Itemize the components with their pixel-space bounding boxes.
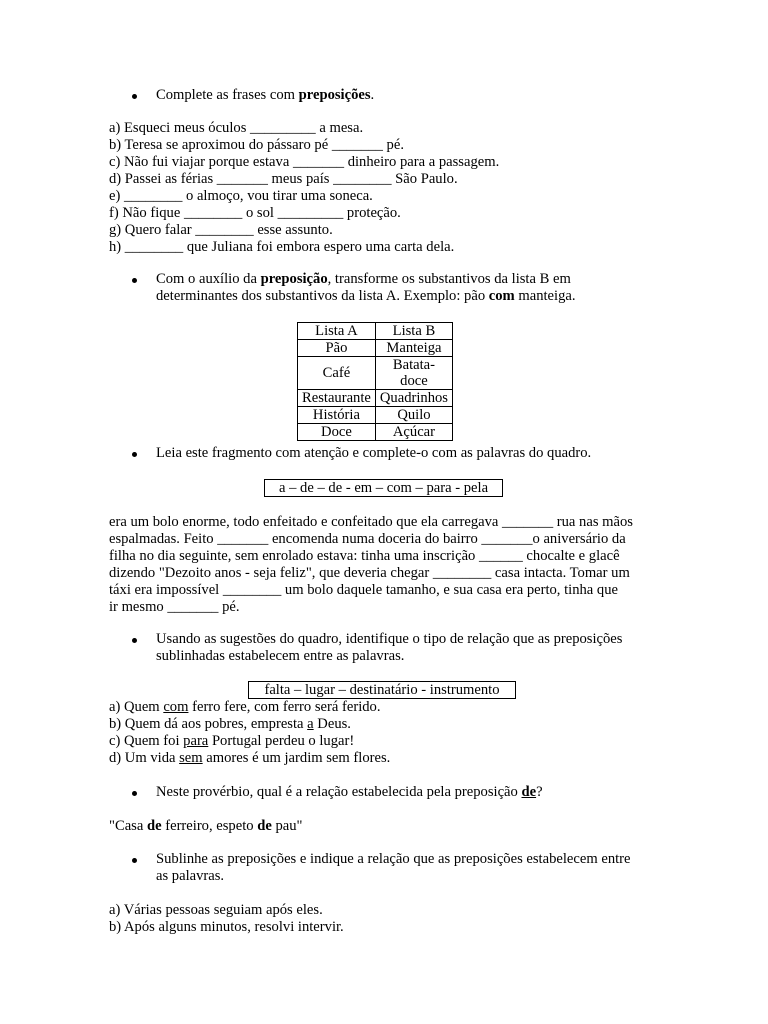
- table-cell: Açúcar: [375, 424, 452, 441]
- text: manteiga.: [514, 288, 576, 304]
- bullet-icon: [131, 785, 139, 793]
- text: , transforme os substantivos da lista B em: [327, 271, 571, 287]
- table-row: [298, 424, 453, 441]
- exercise-item: b) Após alguns minutos, resolvi intervir.: [109, 919, 344, 935]
- bold-text: com: [488, 288, 515, 304]
- table-cell: Batata-doce: [375, 357, 452, 390]
- table-cell: Café: [298, 357, 376, 390]
- fragment-line: filha no dia seguinte, sem enrolado estava: tinha uma inscrição ______ chocalte e glacê: [109, 548, 620, 564]
- table-cell: Manteiga: [375, 340, 452, 357]
- section2-instruction-line1: [156, 271, 571, 288]
- text: d) Um vida: [109, 750, 180, 766]
- fragment-line: táxi era impossível ________ um bolo daquele tamanho, e sua casa era perto, tinha que: [109, 582, 619, 598]
- fragment-line: ir mesmo _______ pé.: [109, 599, 240, 615]
- table-header-cell: Lista A: [298, 323, 376, 340]
- table-header-row: [298, 323, 453, 340]
- table-cell: Quilo: [375, 407, 452, 424]
- table-cell: Quadrinhos: [375, 390, 452, 407]
- underlined-preposition: para: [183, 733, 209, 749]
- exercise-item: a) Esqueci meus óculos _________ a mesa.: [109, 120, 364, 136]
- exercise-item: b) Teresa se aproximou do pássaro pé _______ pé.: [109, 137, 404, 153]
- exercise-item: a) Várias pessoas seguiam após eles.: [109, 902, 323, 918]
- section3-instruction: Leia este fragmento com atenção e complete-o com as palavras do quadro.: [156, 445, 592, 461]
- section6-instruction-line2: as palavras.: [156, 868, 225, 884]
- underlined-preposition: sem: [179, 750, 203, 766]
- section4-instruction-line1: Usando as sugestões do quadro, identifique o tipo de relação que as preposições: [156, 631, 623, 647]
- bold-text: preposições: [298, 87, 371, 103]
- table-cell: Restaurante: [298, 390, 376, 407]
- text: ?: [536, 784, 543, 800]
- exercise-item: d) Passei as férias _______ meus país ________ São Paulo.: [109, 171, 458, 187]
- text: Portugal perdeu o lugar!: [208, 733, 355, 749]
- proverb-quote: [109, 818, 302, 835]
- bold-text: preposição: [260, 271, 328, 287]
- table-header-cell: Lista B: [375, 323, 452, 340]
- bold-text: de: [257, 818, 272, 834]
- table-row: [298, 340, 453, 357]
- bullet-icon: [131, 632, 139, 640]
- fragment-line: espalmadas. Feito _______ encomenda numa doceria do bairro _______o aniversário da: [109, 531, 626, 547]
- text: ferro fere, com ferro será ferido.: [188, 699, 381, 715]
- underlined-preposition: com: [163, 699, 189, 715]
- text: "Casa: [109, 818, 147, 834]
- table-row: [298, 390, 453, 407]
- text: c) Quem foi: [109, 733, 184, 749]
- section2-instruction-line2: [156, 288, 576, 305]
- proverb-item: [109, 699, 381, 716]
- fragment-line: dizendo "Dezoito anos - seja feliz", que deveria chegar ________ casa intacta. Tomar um: [109, 565, 630, 581]
- text: a) Quem: [109, 699, 164, 715]
- section1-instruction: [156, 87, 374, 104]
- table-row: [298, 407, 453, 424]
- exercise-item: f) Não fique ________ o sol _________ proteção.: [109, 205, 401, 221]
- bold-underlined-text: de: [521, 784, 537, 800]
- bullet-icon: [131, 272, 139, 280]
- exercise-item: g) Quero falar ________ esse assunto.: [109, 222, 333, 238]
- text: determinantes dos substantivos da lista A. Exemplo: pão: [156, 288, 489, 304]
- bullet-icon: [131, 88, 139, 96]
- bullet-icon: [131, 446, 139, 454]
- section5-instruction: [156, 784, 543, 801]
- text: pau": [271, 818, 303, 834]
- proverb-item: [109, 750, 390, 767]
- text: .: [370, 87, 375, 103]
- word-box: a – de – de - em – com – para - pela: [264, 479, 503, 497]
- text: Deus.: [313, 716, 351, 732]
- section4-instruction-line2: sublinhadas estabelecem entre as palavras.: [156, 648, 405, 664]
- section6-instruction-line1: Sublinhe as preposições e indique a relação que as preposições estabelecem entre: [156, 851, 631, 867]
- exercise-item: c) Não fui viajar porque estava _______ dinheiro para a passagem.: [109, 154, 500, 170]
- table-cell: História: [298, 407, 376, 424]
- relation-box: falta – lugar – destinatário - instrumento: [248, 681, 516, 699]
- table-cell: Pão: [298, 340, 376, 357]
- table-row: [298, 357, 453, 390]
- text: Neste provérbio, qual é a relação estabelecida pela preposição: [156, 784, 522, 800]
- exercise-item: h) ________ que Juliana foi embora espero uma carta dela.: [109, 239, 455, 255]
- lists-table: [297, 322, 453, 441]
- text: Complete as frases com: [156, 87, 299, 103]
- bullet-icon: [131, 852, 139, 860]
- bold-text: de: [146, 818, 162, 834]
- text: b) Quem dá aos pobres, empresta: [109, 716, 308, 732]
- fragment-line: era um bolo enorme, todo enfeitado e confeitado que ela carregava _______ rua nas mãos: [109, 514, 633, 530]
- proverb-item: [109, 733, 354, 750]
- text: amores é um jardim sem flores.: [202, 750, 391, 766]
- text: ferreiro, espeto: [161, 818, 258, 834]
- exercise-item: e) ________ o almoço, vou tirar uma soneca.: [109, 188, 373, 204]
- underlined-preposition: a: [307, 716, 314, 732]
- proverb-item: [109, 716, 351, 733]
- table-cell: Doce: [298, 424, 376, 441]
- text: Com o auxílio da: [156, 271, 261, 287]
